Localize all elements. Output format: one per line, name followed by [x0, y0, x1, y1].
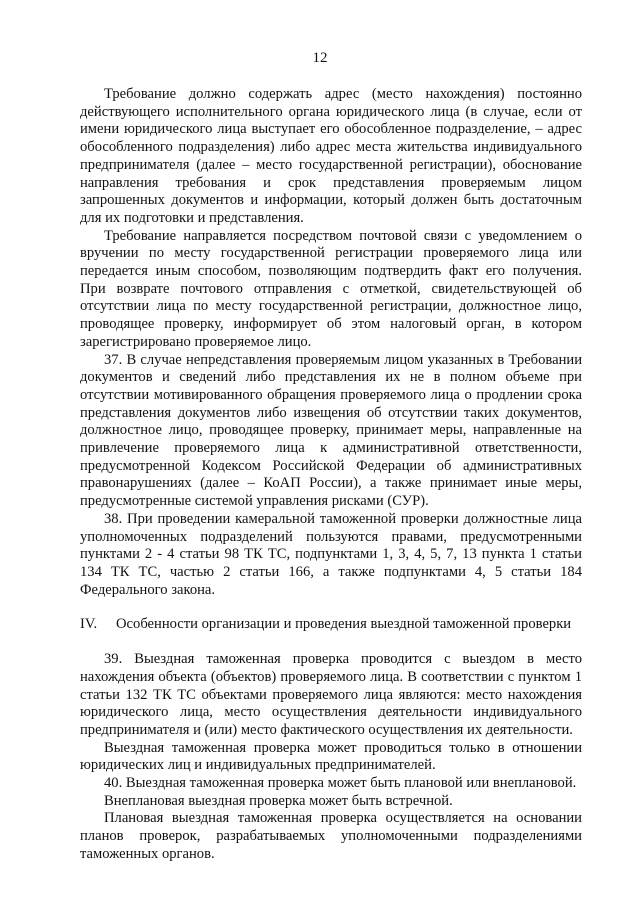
- section-title: Особенности организации и проведения выездной таможенной проверки: [116, 616, 572, 633]
- page-number: 12: [312, 50, 328, 66]
- paragraph-requirement-address: Требование должно содержать адрес (место нахождения) постоянно действующего исполнительного органа юридического лица (в случае, если от имени юридического лица выступает его обособленное подразделение, – адрес обособленного подразделения) либо адрес места жительства индивидуального предпринимателя (далее – место государственной регистрации), обоснование направления требования и срок представления проверяемым лицом запрошенных документов и информации, который должен быть достаточным для их подготовки и представления.: [80, 86, 582, 226]
- paragraph-40: 40. Выездная таможенная проверка может быть плановой или внеплановой.: [104, 775, 577, 792]
- paragraph-requirement-delivery: Требование направляется посредством почтовой связи с уведомлением о вручении по месту государственной регистрации проверяемого лица или передается иным способом, позволяющим подтвердить факт его получения. При возврате почтового отправления с отметкой, свидетельствующей об отсутствии лица по месту государственной регистрации, должностное лицо, проводящее проверку, информирует об этом налоговый орган, в котором зарегистрировано проверяемое лицо.: [80, 227, 582, 350]
- paragraph-38: 38. При проведении камеральной таможенной проверки должностные лица уполномоченных подразделений пользуются правами, предусмотренными пунктами 2 - 4 статьи 98 ТК ТС, подпунктами 1, 3, 4, 5, 7, 13 пункта 1 статьи 134 ТК ТС, частью 2 статьи 166, а также подпунктами 4, 5 статьи 184 Федерального закона.: [80, 510, 582, 598]
- paragraph-counter-audit: Внеплановая выездная проверка может быть встречной.: [104, 792, 453, 809]
- paragraph-field-audit-scope: Выездная таможенная проверка может проводиться только в отношении юридических лиц и индивидуальных предпринимателей.: [80, 739, 582, 774]
- section-number: IV.: [80, 616, 98, 633]
- paragraph-37: 37. В случае непредставления проверяемым лицом указанных в Требовании документов и сведений либо представления их не в полном объеме при отсутствии мотивированного обращения проверяемого лица о продлении срока представления документов либо извещения об отсутствии таких документов, должностное лицо, проводящее проверку, принимает меры, направленные на привлечение проверяемого лица к административной ответственности, предусмотренной Кодексом Российской Федерации об административных правонарушениях (далее – КоАП России), а также принимает иные меры, предусмотренные системой управления рисками (СУР).: [80, 351, 582, 510]
- document-body: [80, 86, 582, 864]
- section-heading: [80, 616, 582, 634]
- paragraph-planned-audit: Плановая выездная таможенная проверка осуществляется на основании планов проверок, разрабатываемых уполномоченными подразделениями таможенных органов.: [80, 810, 582, 862]
- paragraph-39: 39. Выездная таможенная проверка проводится с выездом в место нахождения объекта (объектов) проверяемого лица. В соответствии с пунктом 1 статьи 132 ТК ТС объектами проверяемого лица являются: место нахождения юридического лица, место осуществления деятельности индивидуального предпринимателя и (или) место фактического осуществления их деятельности.: [80, 651, 582, 738]
